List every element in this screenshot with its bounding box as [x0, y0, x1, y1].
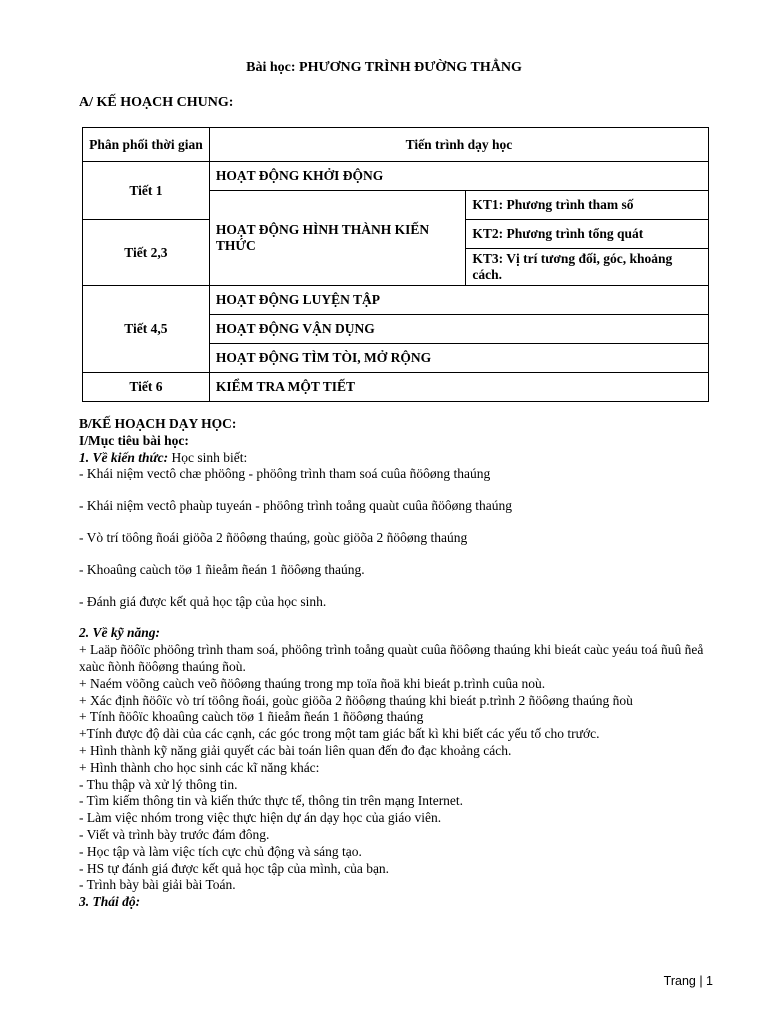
- plan-table: [82, 127, 709, 402]
- skills-item: - Làm việc nhóm trong việc thực hiện dự án dạy học của giáo viên.: [79, 810, 442, 826]
- cell-hinh-thanh: HOẠT ĐỘNG HÌNH THÀNH KIẾN THỨC: [209, 191, 466, 286]
- knowledge-line: [79, 450, 719, 467]
- section-b-heading: B/KẾ HOẠCH DẠY HỌC:: [79, 416, 237, 431]
- skills-item: + Tính ñöôïc khoaûng caùch töø 1 ñieåm ñeán 1 ñöôøng thaúng: [79, 709, 424, 725]
- cell-van-dung: HOẠT ĐỘNG VẬN DỤNG: [209, 315, 708, 344]
- cell-tiet-1: Tiết 1: [83, 162, 210, 220]
- header-time-distribution: Phân phối thời gian: [83, 128, 210, 162]
- skills-item: - Tìm kiếm thông tin và kiến thức thực tế, thông tin trên mạng Internet.: [79, 793, 464, 809]
- skills-item: - Thu thập và xử lý thông tin.: [79, 776, 238, 792]
- skills-item: + Xác định ñöôïc vò trí töông ñoái, goùc giöõa 2 ñöôøng thaúng khi bieát p.trình 2 ñöôøng thaúng ñoù: [79, 692, 633, 708]
- skills-item: + Laäp ñöôïc phöông trình tham soá, phöông trình toång quaùt cuûa ñöôøng thaúng khi bieát caùc yeáu toá ñuû ñeå xaùc ñònh ñöôøng thaúng ñoù.: [79, 642, 704, 674]
- attitude-heading: 3. Thái độ:: [79, 894, 141, 910]
- cell-tiet-2-3: Tiết 2,3: [83, 220, 210, 286]
- skills-item: + Hình thành kỹ năng giải quyết các bài toán liên quan đến đo đạc khoảng cách.: [79, 742, 512, 758]
- cell-tiet-4-5: Tiết 4,5: [83, 286, 210, 373]
- cell-tim-toi: HOẠT ĐỘNG TÌM TÒI, MỞ RỘNG: [209, 344, 708, 373]
- skills-item: - Trình bày bài giải bài Toán.: [79, 877, 236, 893]
- header-teaching-process: Tiến trình dạy học: [209, 128, 708, 162]
- skills-item: - Học tập và làm việc tích cực chủ động và sáng tạo.: [79, 843, 362, 859]
- skills-item: + Hình thành cho học sinh các kĩ năng khác:: [79, 759, 320, 775]
- cell-kiem-tra: KIỂM TRA MỘT TIẾT: [209, 373, 708, 402]
- skills-heading: 2. Về kỹ năng:: [79, 625, 160, 641]
- cell-kt2: KT2: Phương trình tổng quát: [466, 220, 709, 249]
- knowledge-item: - Khoaûng caùch töø 1 ñieåm ñeán 1 ñöôøng thaúng.: [79, 561, 365, 577]
- lesson-title: Bài học: PHƯƠNG TRÌNH ĐƯỜNG THẲNG: [246, 60, 522, 75]
- knowledge-intro: Học sinh biết:: [168, 449, 248, 465]
- cell-tiet-6: Tiết 6: [83, 373, 210, 402]
- cell-luyen-tap: HOẠT ĐỘNG LUYỆN TẬP: [209, 286, 708, 315]
- knowledge-item: - Khái niệm vectô chæ phöông - phöông trình tham soá cuûa ñöôøng thaúng: [79, 466, 491, 482]
- skills-item: - HS tự đánh giá được kết quả học tập của mình, của bạn.: [79, 860, 390, 876]
- objectives-heading: I/Mục tiêu bài học:: [79, 432, 189, 448]
- knowledge-item: - Khái niệm vectô phaùp tuyeán - phöông trình toång quaùt cuûa ñöôøng thaúng: [79, 498, 513, 514]
- page-number: Trang | 1: [663, 974, 713, 988]
- skills-item: + Naém vöõng caùch veõ ñöôøng thaúng trong mp toïa ñoä khi bieát p.trình cuûa noù.: [79, 675, 546, 691]
- knowledge-heading: 1. Về kiến thức:: [79, 449, 169, 465]
- cell-khoi-dong: HOẠT ĐỘNG KHỞI ĐỘNG: [209, 162, 708, 191]
- lesson-body: [79, 416, 719, 911]
- section-a-heading: A/ KẾ HOẠCH CHUNG:: [79, 95, 234, 110]
- skills-item: - Viết và trình bày trước đám đông.: [79, 826, 270, 842]
- cell-kt1: KT1: Phương trình tham số: [466, 191, 709, 220]
- skills-item: +Tính được độ dài của các cạnh, các góc trong một tam giác bất kì khi biết các yếu tố cho trước.: [79, 726, 600, 742]
- cell-kt3: KT3: Vị trí tương đối, góc, khoảng cách.: [466, 249, 709, 286]
- knowledge-item: - Đánh giá được kết quả học tập của học sinh.: [79, 593, 327, 609]
- knowledge-item: - Vò trí töông ñoái giöõa 2 ñöôøng thaúng, goùc giöõa 2 ñöôøng thaúng: [79, 529, 468, 545]
